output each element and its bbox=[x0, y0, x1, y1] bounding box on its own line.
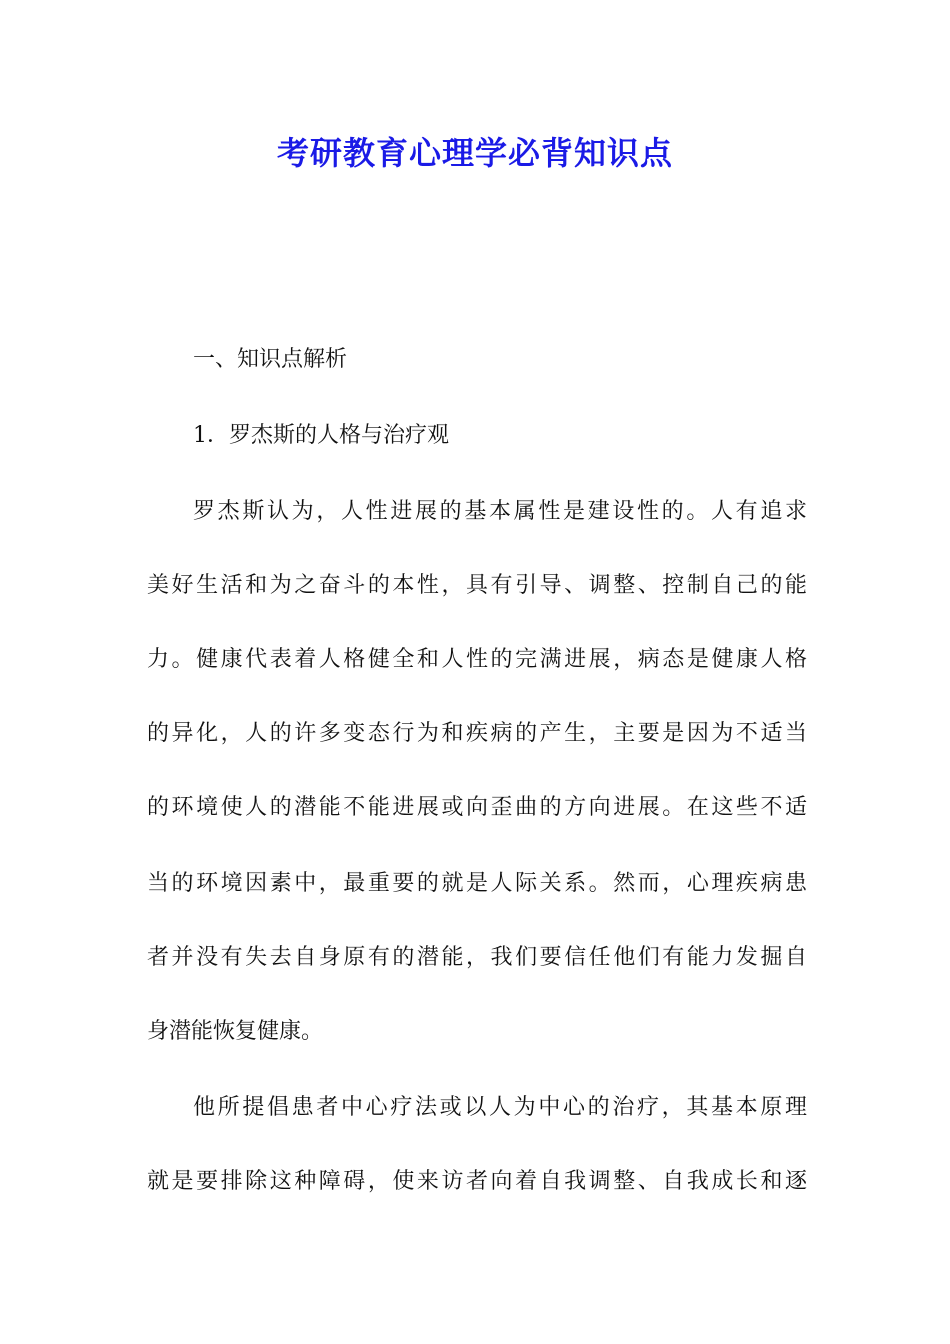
paragraph1-line: 的异化，人的许多变态行为和疾病的产生，主要是因为不适当 bbox=[147, 721, 807, 746]
paragraph2-line: 他所提倡患者中心疗法或以人为中心的治疗，其基本原理 bbox=[193, 1095, 807, 1120]
paragraph1-line: 身潜能恢复健康。 bbox=[147, 1019, 324, 1044]
subsection-heading: 1．罗杰斯的人格与治疗观 bbox=[193, 423, 449, 448]
paragraph1-line: 者并没有失去自身原有的潜能，我们要信任他们有能力发掘自 bbox=[147, 945, 807, 970]
paragraph1-line: 当的环境因素中，最重要的就是人际关系。然而，心理疾病患 bbox=[147, 871, 807, 896]
paragraph2-line: 就是要排除这种障碍，使来访者向着自我调整、自我成长和逐 bbox=[147, 1169, 807, 1194]
paragraph1-line: 美好生活和为之奋斗的本性，具有引导、调整、控制自己的能 bbox=[147, 573, 807, 598]
paragraph1-line: 的环境使人的潜能不能进展或向歪曲的方向进展。在这些不适 bbox=[147, 795, 807, 820]
paragraph1-line: 罗杰斯认为，人性进展的基本属性是建设性的。人有追求 bbox=[193, 499, 807, 524]
paragraph1-line: 力。健康代表着人格健全和人性的完满进展，病态是健康人格 bbox=[147, 647, 807, 672]
section-heading: 一、知识点解析 bbox=[193, 347, 348, 372]
document-title: 考研教育心理学必背知识点 bbox=[276, 134, 673, 172]
